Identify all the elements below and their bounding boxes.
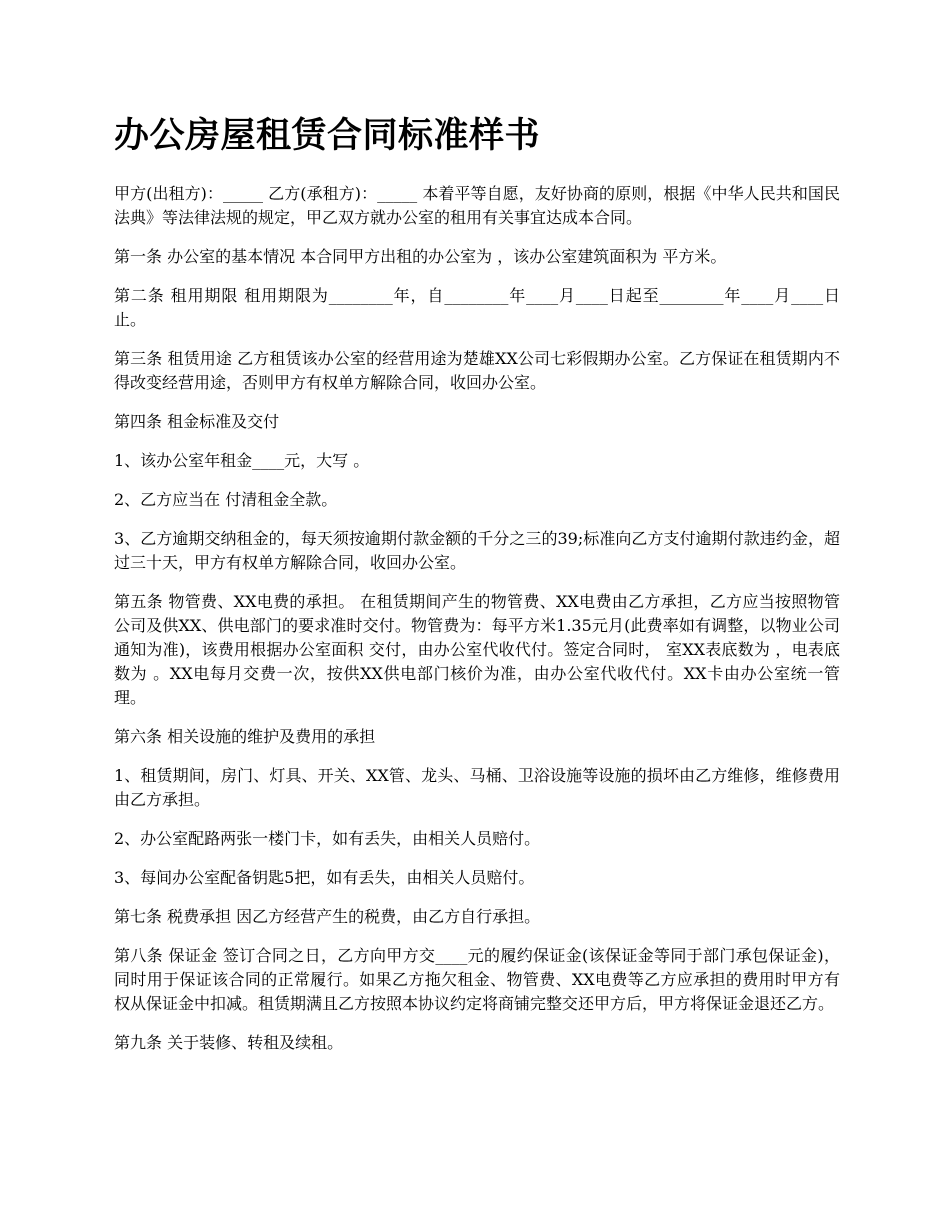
paragraph-article-5: 第五条 物管费、XX电费的承担。 在租赁期间产生的物管费、XX电费由乙方承担，乙方应当按照物管公司及供XX、供电部门的要求准时交付。物管费为：每平方米1.35元月(此费率如有调整，以物业公司通知为准)，该费用根据办公室面积 交付，由办公室代收代付。签定合同时， 室XX表底数为 ，电表底数为 。XX电每月交费一次，按供XX供电部门核价为准，由办公室代收代付。XX卡由办公室统一管理。 [114, 592, 840, 707]
paragraph-article-3: 第三条 租赁用途 乙方租赁该办公室的经营用途为楚雄XX公司七彩假期办公室。乙方保证在租赁期内不得改变经营用途，否则甲方有权单方解除合同，收回办公室。 [114, 349, 840, 392]
paragraph-article-2: 第二条 租用期限 租用期限为________年，自________年____月____日起至________年____月____日止。 [114, 286, 840, 329]
paragraph-article-6-item-1: 1、租赁期间，房门、灯具、开关、XX管、龙头、马桶、卫浴设施等设施的损坏由乙方维修，维修费用由乙方承担。 [114, 766, 840, 809]
paragraph-article-1: 第一条 办公室的基本情况 本合同甲方出租的办公室为 ，该办公室建筑面积为 平方米。 [114, 247, 727, 266]
paragraph-article-7: 第七条 税费承担 因乙方经营产生的税费，由乙方自行承担。 [114, 907, 541, 926]
paragraph-article-6-heading: 第六条 相关设施的维护及费用的承担 [114, 727, 376, 746]
paragraph-article-4-item-1: 1、该办公室年租金____元，大写 。 [114, 451, 370, 470]
paragraph-article-9: 第九条 关于装修、转租及续租。 [114, 1033, 344, 1052]
paragraph-article-6-item-2: 2、办公室配路两张一楼门卡，如有丢失，由相关人员赔付。 [114, 829, 541, 848]
paragraph-article-6-item-3: 3、每间办公室配备钥匙5把，如有丢失，由相关人员赔付。 [114, 868, 535, 887]
paragraph-article-4-item-3: 3、乙方逾期交纳租金的，每天须按逾期付款金额的千分之三的39;标准向乙方支付逾期付款违约金，超过三十天，甲方有权单方解除合同，收回办公室。 [114, 529, 840, 572]
document-title: 办公房屋租赁合同标准样书 [114, 116, 541, 156]
paragraph-article-8: 第八条 保证金 签订合同之日，乙方向甲方交____元的履约保证金(该保证金等同于部门承包保证金)，同时用于保证该合同的正常履行。如果乙方拖欠租金、物管费、XX电费等乙方应承担的费用时甲方有权从保证金中扣减。租赁期满且乙方按照本协议约定将商铺完整交还甲方后，甲方将保证金退还乙方。 [114, 946, 840, 1013]
paragraph-article-4-heading: 第四条 租金标准及交付 [114, 412, 280, 431]
paragraph-parties: 甲方(出租方)：_____ 乙方(承租方)：_____ 本着平等自愿，友好协商的原则，根据《中华人民共和国民法典》等法律法规的规定，甲乙双方就办公室的租用有关事宜达成本合同。 [114, 184, 840, 227]
paragraph-article-4-item-2: 2、乙方应当在 付清租金全款。 [114, 490, 338, 509]
document-page [114, 108, 840, 1070]
